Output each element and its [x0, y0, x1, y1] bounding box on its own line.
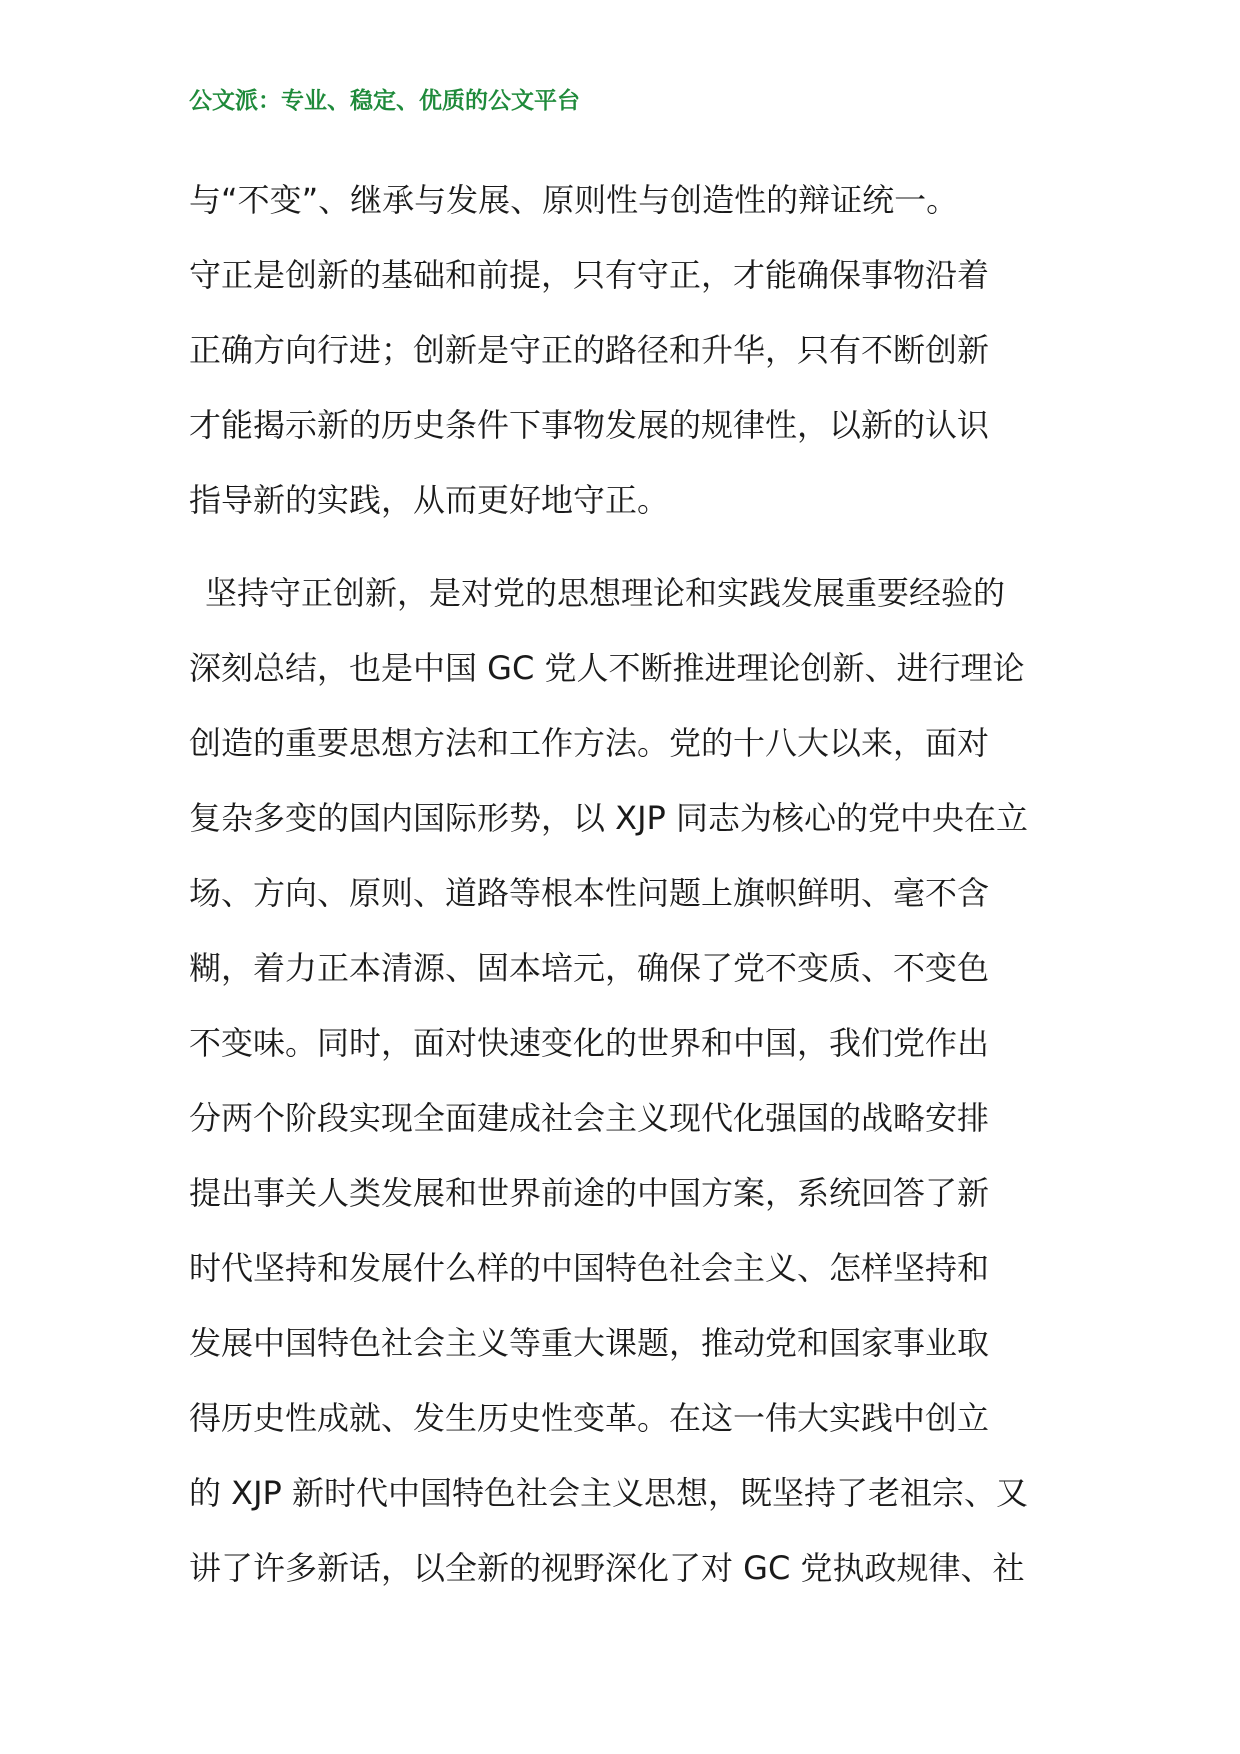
text-line: 发展中国特色社会主义等重大课题，推动党和国家事业取	[189, 1324, 990, 1362]
text-line: 坚持守正创新，是对党的思想理论和实践发展重要经验的	[205, 574, 1006, 612]
text-line: 不变味。同时，面对快速变化的世界和中国，我们党作出	[189, 1024, 990, 1062]
text-line: 复杂多变的国内国际形势，以 XJP 同志为核心的党中央在立	[189, 799, 1029, 837]
text-line: 指导新的实践，从而更好地守正。	[189, 481, 670, 519]
paragraph-gap	[189, 538, 1059, 556]
paragraph-1	[189, 163, 1059, 538]
header-title: 公文派：专业、稳定、优质的公文平台	[189, 87, 580, 114]
text-line: 的 XJP 新时代中国特色社会主义思想，既坚持了老祖宗、又	[189, 1474, 1029, 1512]
text-line: 与“不变”、继承与发展、原则性与创造性的辩证统一。	[189, 181, 959, 219]
text-line: 糊，着力正本清源、固本培元，确保了党不变质、不变色	[189, 949, 990, 987]
text-line: 场、方向、原则、道路等根本性问题上旗帜鲜明、毫不含	[189, 874, 990, 912]
text-line: 时代坚持和发展什么样的中国特色社会主义、怎样坚持和	[189, 1249, 990, 1287]
text-line: 才能揭示新的历史条件下事物发展的规律性，以新的认识	[189, 406, 990, 444]
text-line: 创造的重要思想方法和工作方法。党的十八大以来，面对	[189, 724, 990, 762]
text-line: 深刻总结，也是中国 GC 党人不断推进理论创新、进行理论	[189, 649, 1025, 687]
text-line: 守正是创新的基础和前提，只有守正，才能确保事物沿着	[189, 256, 990, 294]
text-line: 分两个阶段实现全面建成社会主义现代化强国的战略安排	[189, 1099, 990, 1137]
paragraph-2	[189, 556, 1059, 1606]
text-line: 正确方向行进；创新是守正的路径和升华，只有不断创新	[189, 331, 990, 369]
text-line: 提出事关人类发展和世界前途的中国方案，系统回答了新	[189, 1174, 990, 1212]
text-line: 讲了许多新话，以全新的视野深化了对 GC 党执政规律、社	[189, 1549, 1025, 1587]
document-body	[189, 163, 1059, 1606]
text-line: 得历史性成就、发生历史性变革。在这一伟大实践中创立	[189, 1399, 990, 1437]
